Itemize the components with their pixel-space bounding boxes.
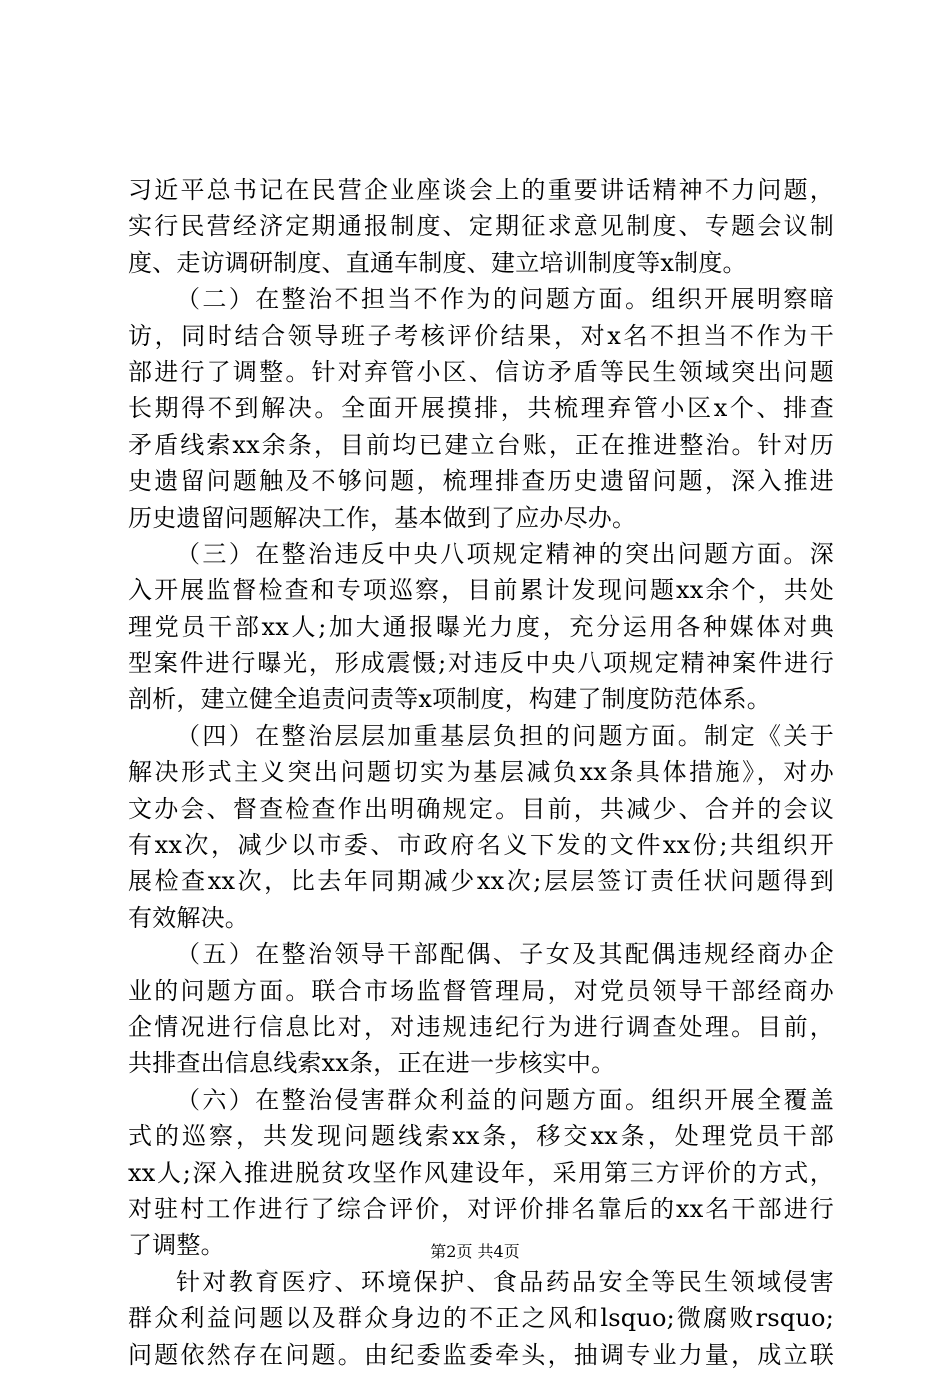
text-line: 入开展监督检查和专项巡察，目前累计发现问题xx余个，共处 (128, 576, 834, 605)
text-line: 有效解决。 (128, 903, 249, 932)
text-line: 型案件进行曝光，形成震慑;对违反中央八项规定精神案件进行 (128, 649, 834, 678)
text-line: （三）在整治违反中央八项规定精神的突出问题方面。深 (176, 539, 834, 568)
text-line: （五）在整治领导干部配偶、子女及其配偶违规经商办企 (176, 940, 834, 969)
text-line: 式的巡察，共发现问题线索xx条，移交xx条，处理党员干部 (128, 1122, 834, 1151)
text-line: 问题依然存在问题。由纪委监委牵头，抽调专业力量，成立联 (128, 1340, 834, 1369)
text-line: 解决形式主义突出问题切实为基层减负xx条具体措施》，对办 (128, 758, 834, 787)
text-line: 业的问题方面。联合市场监督管理局，对党员领导干部经商办 (128, 976, 834, 1005)
text-line: 有xx次，减少以市委、市政府名义下发的文件xx份;共组织开 (128, 831, 834, 860)
text-line: xx人;深入推进脱贫攻坚作风建设年，采用第三方评价的方式， (128, 1158, 834, 1187)
text-line: 文办会、督查检查作出明确规定。目前，共减少、合并的会议 (128, 794, 834, 823)
text-line: 历史遗留问题解决工作，基本做到了应办尽办。 (128, 503, 637, 532)
text-line: 矛盾线索xx余条，目前均已建立台账，正在推进整治。针对历 (128, 430, 834, 459)
text-line: （二）在整治不担当不作为的问题方面。组织开展明察暗 (176, 285, 834, 314)
text-line: （四）在整治层层加重基层负担的问题方面。制定《关于 (176, 721, 834, 750)
document-body (128, 172, 834, 1373)
text-line: 共排查出信息线索xx条，正在进一步核实中。 (128, 1049, 616, 1078)
text-line: 剖析，建立健全追责问责等x项制度，构建了制度防范体系。 (128, 685, 771, 714)
text-line: 针对教育医疗、环境保护、食品药品安全等民生领域侵害 (176, 1267, 834, 1296)
text-line: 史遗留问题触及不够问题，梳理排查历史遗留问题，深入推进 (128, 467, 834, 496)
text-line: 实行民营经济定期通报制度、定期征求意见制度、专题会议制 (128, 212, 834, 241)
text-line: 长期得不到解决。全面开展摸排，共梳理弃管小区x个、排查 (128, 394, 834, 423)
text-line: （六）在整治侵害群众利益的问题方面。组织开展全覆盖 (176, 1085, 834, 1114)
text-line: 理党员干部xx人;加大通报曝光力度，充分运用各种媒体对典 (128, 612, 834, 641)
text-line: 企情况进行信息比对，对违规违纪行为进行调查处理。目前， (128, 1012, 834, 1041)
text-line: 访，同时结合领导班子考核评价结果，对x名不担当不作为干 (128, 321, 834, 350)
text-line: 度、走访调研制度、直通车制度、建立培训制度等x制度。 (128, 248, 747, 277)
text-line: 了调整。 (128, 1231, 225, 1260)
page-number-label: 第2页 共4页 (430, 1242, 520, 1261)
text-line: 展检查xx次，比去年同期减少xx次;层层签订责任状问题得到 (128, 867, 834, 896)
text-line: 群众利益问题以及群众身边的不正之风和lsquo;微腐败rsquo; (128, 1304, 834, 1333)
page-footer (0, 1242, 950, 1262)
text-line: 部进行了调整。针对弃管小区、信访矛盾等民生领域突出问题 (128, 357, 834, 386)
text-line: 习近平总书记在民营企业座谈会上的重要讲话精神不力问题， (128, 176, 834, 204)
text-line: 对驻村工作进行了综合评价，对评价排名靠后的xx名干部进行 (128, 1194, 834, 1223)
